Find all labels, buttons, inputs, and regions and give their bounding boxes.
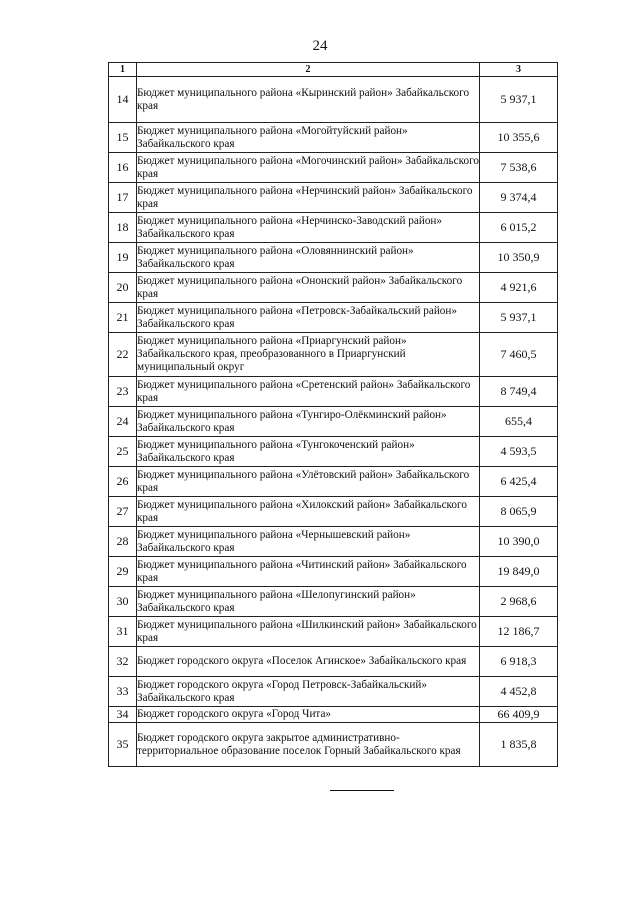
row-number: 23	[109, 377, 137, 407]
budget-name: Бюджет муниципального района «Улётовский район» Забайкальского края	[137, 467, 480, 497]
budget-name: Бюджет муниципального района «Шелопугинский район» Забайкальского края	[137, 587, 480, 617]
budget-name: Бюджет муниципального района «Петровск-Забайкальский район» Забайкальского края	[137, 303, 480, 333]
budget-amount: 4 921,6	[480, 273, 558, 303]
row-number: 17	[109, 183, 137, 213]
row-number: 14	[109, 77, 137, 123]
table-row	[109, 527, 558, 557]
row-number: 29	[109, 557, 137, 587]
row-number: 31	[109, 617, 137, 647]
table-row	[109, 437, 558, 467]
budget-amount: 4 452,8	[480, 677, 558, 707]
budget-name: Бюджет муниципального района «Ононский район» Забайкальского края	[137, 273, 480, 303]
row-number: 34	[109, 707, 137, 723]
budget-amount: 6 425,4	[480, 467, 558, 497]
table-row	[109, 557, 558, 587]
row-number: 15	[109, 123, 137, 153]
column-header-value: 3	[480, 63, 558, 77]
row-number: 33	[109, 677, 137, 707]
budget-name: Бюджет городского округа закрытое административно-территориальное образование поселок Горный Забайкальского края	[137, 723, 480, 767]
table-row	[109, 467, 558, 497]
row-number: 30	[109, 587, 137, 617]
budget-amount: 6 918,3	[480, 647, 558, 677]
budget-amount: 655,4	[480, 407, 558, 437]
table-row	[109, 183, 558, 213]
budget-name: Бюджет муниципального района «Сретенский район» Забайкальского края	[137, 377, 480, 407]
row-number: 21	[109, 303, 137, 333]
table-row	[109, 243, 558, 273]
row-number: 22	[109, 333, 137, 377]
end-of-table-rule	[330, 790, 394, 791]
budget-name: Бюджет муниципального района «Хилокский район» Забайкальского края	[137, 497, 480, 527]
budget-name: Бюджет муниципального района «Шилкинский район» Забайкальского края	[137, 617, 480, 647]
row-number: 24	[109, 407, 137, 437]
budget-name: Бюджет муниципального района «Чернышевский район» Забайкальского края	[137, 527, 480, 557]
budget-amount: 2 968,6	[480, 587, 558, 617]
budget-amount: 6 015,2	[480, 213, 558, 243]
budget-amount: 10 355,6	[480, 123, 558, 153]
row-number: 19	[109, 243, 137, 273]
budget-amount: 19 849,0	[480, 557, 558, 587]
table-row	[109, 303, 558, 333]
table-row	[109, 647, 558, 677]
budget-name: Бюджет муниципального района «Нерчинско-Заводский район» Забайкальского края	[137, 213, 480, 243]
table-row	[109, 377, 558, 407]
table-row	[109, 77, 558, 123]
budget-name: Бюджет муниципального района «Тунгокоченский район» Забайкальского края	[137, 437, 480, 467]
budget-amount: 9 374,4	[480, 183, 558, 213]
column-header-number: 1	[109, 63, 137, 77]
row-number: 25	[109, 437, 137, 467]
table-header-row	[109, 63, 558, 77]
budget-name: Бюджет муниципального района «Оловяннинский район» Забайкальского края	[137, 243, 480, 273]
budget-name: Бюджет муниципального района «Приаргунский район» Забайкальского края, преобразованного в Приаргунский муниципальный округ	[137, 333, 480, 377]
budget-name: Бюджет городского округа «Город Чита»	[137, 707, 480, 723]
budget-amount: 10 390,0	[480, 527, 558, 557]
table-row	[109, 153, 558, 183]
table-row	[109, 407, 558, 437]
table-row	[109, 497, 558, 527]
budget-amount: 5 937,1	[480, 303, 558, 333]
table-row	[109, 273, 558, 303]
table-row	[109, 677, 558, 707]
row-number: 18	[109, 213, 137, 243]
budget-amount: 1 835,8	[480, 723, 558, 767]
row-number: 32	[109, 647, 137, 677]
budget-name: Бюджет муниципального района «Могочинский район» Забайкальского края	[137, 153, 480, 183]
budget-amount: 8 749,4	[480, 377, 558, 407]
budget-amount: 66 409,9	[480, 707, 558, 723]
budget-amount: 7 460,5	[480, 333, 558, 377]
table-row	[109, 587, 558, 617]
row-number: 16	[109, 153, 137, 183]
table-row	[109, 333, 558, 377]
budget-table	[108, 62, 558, 767]
budget-name: Бюджет муниципального района «Читинский район» Забайкальского края	[137, 557, 480, 587]
row-number: 28	[109, 527, 137, 557]
table-row	[109, 213, 558, 243]
budget-name: Бюджет муниципального района «Тунгиро-Олёкминский район» Забайкальского края	[137, 407, 480, 437]
table-row	[109, 617, 558, 647]
table-row	[109, 723, 558, 767]
table-row	[109, 707, 558, 723]
table-row	[109, 123, 558, 153]
budget-amount: 10 350,9	[480, 243, 558, 273]
budget-name: Бюджет муниципального района «Могойтуйский район» Забайкальского края	[137, 123, 480, 153]
budget-name: Бюджет городского округа «Поселок Агинское» Забайкальского края	[137, 647, 480, 677]
page-number: 24	[312, 38, 328, 54]
budget-name: Бюджет муниципального района «Нерчинский район» Забайкальского края	[137, 183, 480, 213]
budget-amount: 12 186,7	[480, 617, 558, 647]
budget-name: Бюджет городского округа «Город Петровск-Забайкальский» Забайкальского края	[137, 677, 480, 707]
budget-amount: 7 538,6	[480, 153, 558, 183]
column-header-name: 2	[137, 63, 480, 77]
budget-amount: 5 937,1	[480, 77, 558, 123]
budget-amount: 4 593,5	[480, 437, 558, 467]
row-number: 26	[109, 467, 137, 497]
row-number: 27	[109, 497, 137, 527]
row-number: 20	[109, 273, 137, 303]
row-number: 35	[109, 723, 137, 767]
budget-amount: 8 065,9	[480, 497, 558, 527]
budget-name: Бюджет муниципального района «Кыринский район» Забайкальского края	[137, 77, 480, 123]
